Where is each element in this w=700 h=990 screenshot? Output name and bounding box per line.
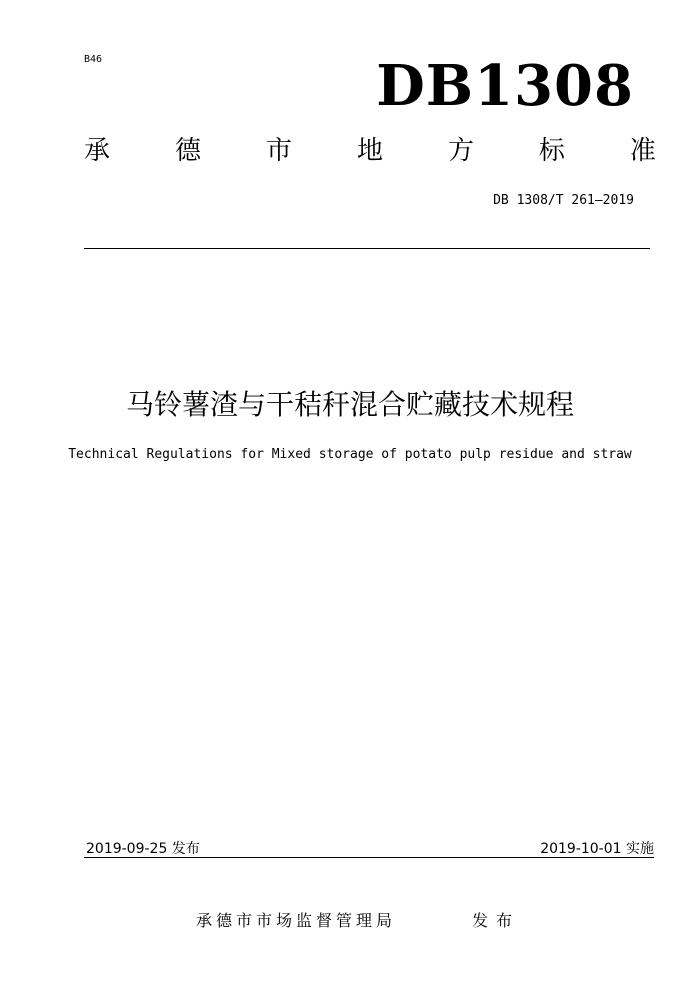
- implementation-date: 2019-10-01 实施: [540, 841, 654, 857]
- standard-type-char: 准: [629, 136, 656, 166]
- footer-divider: [84, 857, 654, 858]
- document-title-zh: 马铃薯渣与干秸秆混合贮藏技术规程: [125, 388, 574, 421]
- standard-code: DB1308: [376, 53, 634, 119]
- standard-type-char: 地: [356, 136, 383, 166]
- standard-type-char: 市: [265, 136, 292, 166]
- classification-code: B46: [84, 54, 103, 65]
- standard-type-char: 德: [174, 136, 201, 166]
- standard-type: [84, 138, 656, 164]
- header-divider: [84, 248, 650, 249]
- document-title-en: Technical Regulations for Mixed storage of potato pulp residue and straw: [68, 447, 632, 462]
- issue-date: 2019-09-25 发布: [86, 841, 200, 857]
- standard-number: DB 1308/T 261—2019: [493, 193, 634, 208]
- issuing-authority: 承德市市场监督管理局: [196, 911, 397, 930]
- issuing-action: 发布: [472, 911, 521, 930]
- standard-type-char: 标: [538, 136, 565, 166]
- standard-type-char: 方: [447, 136, 474, 166]
- standard-type-char: 承: [84, 136, 111, 166]
